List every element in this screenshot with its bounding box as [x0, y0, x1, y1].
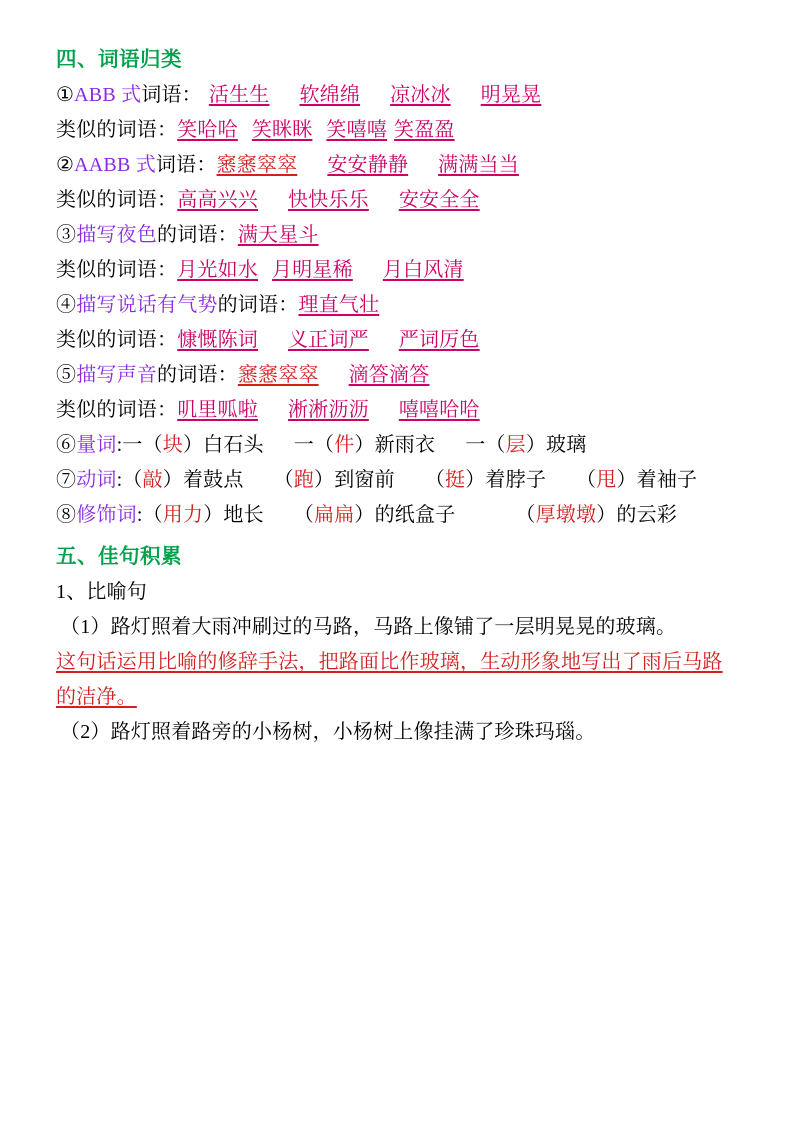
phrase-after: ）着脖子: [465, 469, 547, 491]
phrase-answer: 扁扁: [314, 504, 355, 526]
phrase-after: ）着袖子: [616, 469, 698, 491]
list-item-night: [56, 218, 737, 253]
list-item-measure-words: [56, 428, 737, 463]
item-label-plain: :: [116, 469, 123, 491]
item-label-plain: 的词语：: [157, 224, 238, 246]
term: 月明星稀: [272, 259, 353, 281]
term: 窸窸窣窣: [216, 154, 298, 176]
section-heading-5: 五、佳句积累: [56, 546, 182, 568]
example-sentence-2: （2）路灯照着路旁的小杨树，小杨树上像挂满了珍珠玛瑙。: [60, 721, 596, 743]
item-label-plain: 类似的词语：: [56, 119, 178, 141]
phrase-after: ）地长: [203, 504, 264, 526]
list-item-speech: [56, 288, 737, 323]
phrase-after: ）白石头: [182, 434, 264, 456]
item-label-plain: 类似的词语：: [56, 189, 178, 211]
list-item-aabb: [56, 148, 737, 183]
term: 安安全全: [398, 189, 480, 211]
phrase-answer: 层: [505, 434, 526, 456]
item-label-plain: 词语：: [141, 84, 202, 106]
item-marker: ⑧: [56, 504, 77, 526]
item-label-plain: 类似的词语：: [56, 259, 178, 281]
term: 快快乐乐: [288, 189, 369, 211]
term: 理直气壮: [298, 294, 380, 316]
term: 嘻嘻哈哈: [398, 399, 480, 421]
list-item-verbs: [56, 463, 737, 498]
list-item-aabb-similar: [56, 183, 737, 218]
item-label-plain: 类似的词语：: [56, 399, 178, 421]
term: 月光如水: [177, 259, 259, 281]
term: 满天星斗: [237, 224, 319, 246]
term: 软绵绵: [299, 84, 361, 106]
list-item-modifiers: [56, 498, 737, 533]
phrase-after: ）玻璃: [525, 434, 587, 456]
item-label-plain: :: [136, 504, 143, 526]
phrase-answer: 跑: [293, 469, 314, 491]
term: 笑盈盈: [394, 119, 455, 141]
phrase-before: （: [293, 504, 314, 526]
term: 月白风清: [382, 259, 464, 281]
item-label-plain: 的词语：: [157, 364, 238, 386]
item-label-plain: :: [116, 434, 123, 456]
term: 叽里呱啦: [177, 399, 259, 421]
term: 笑眯眯: [251, 119, 313, 141]
phrase-answer: 件: [334, 434, 355, 456]
term: 淅淅沥沥: [288, 399, 369, 421]
item-marker: ④: [56, 294, 77, 316]
phrase-answer: 甩: [596, 469, 617, 491]
item-marker: ③: [56, 224, 77, 246]
phrase-answer: 挺: [445, 469, 466, 491]
term: 窸窸窣窣: [237, 364, 319, 386]
phrase-before: 一（: [465, 434, 506, 456]
phrase-answer: 厚墩墩: [535, 504, 597, 526]
item-label-colored: 描写夜色: [76, 224, 158, 246]
phrase-after: ）的纸盒子: [354, 504, 456, 526]
item-label-colored: 动词: [76, 469, 117, 491]
item-label-colored: ABB 式: [74, 84, 142, 106]
term: 活生生: [208, 84, 270, 106]
term: 明晃晃: [480, 84, 542, 106]
subheading-simile: 1、比喻句: [56, 581, 147, 603]
phrase-before: （: [273, 469, 294, 491]
term: 安安静静: [327, 154, 409, 176]
item-label-plain: 词语：: [155, 154, 217, 176]
term: 慷慨陈词: [177, 329, 259, 351]
phrase-after: ）到窗前: [314, 469, 395, 491]
item-marker: ⑦: [56, 469, 77, 491]
item-marker: ②: [56, 154, 75, 176]
list-item-abb: [56, 78, 737, 113]
term: 滴答滴答: [348, 364, 430, 386]
item-label-plain: 类似的词语：: [56, 329, 178, 351]
phrase-answer: 敲: [142, 469, 163, 491]
phrase-after: ）的云彩: [596, 504, 678, 526]
list-item-sound-similar: [56, 393, 737, 428]
item-label-colored: 修饰词: [76, 504, 137, 526]
term: 笑哈哈: [177, 119, 238, 141]
item-marker: ①: [56, 84, 75, 106]
analysis-note-1: 这句话运用比喻的修辞手法，把路面比作玻璃，生动形象地写出了雨后马路的洁净。: [56, 651, 723, 708]
phrase-before: 一（: [122, 434, 163, 456]
item-label-colored: 描写说话有气势: [76, 294, 218, 316]
list-item-abb-similar: [56, 113, 737, 148]
term: 凉冰冰: [390, 84, 451, 106]
phrase-before: （: [515, 504, 536, 526]
phrase-before: 一（: [293, 434, 335, 456]
phrase-before: （: [424, 469, 446, 491]
phrase-after: ）新雨衣: [354, 434, 436, 456]
list-item-sound: [56, 358, 737, 393]
term: 严词厉色: [398, 329, 480, 351]
item-label-plain: 的词语：: [217, 294, 299, 316]
phrase-answer: 用力: [162, 504, 204, 526]
phrase-answer: 块: [162, 434, 183, 456]
term: 笑嘻嘻: [326, 119, 388, 141]
list-item-speech-similar: [56, 323, 737, 358]
phrase-before: （: [142, 504, 163, 526]
phrase-after: ）着鼓点: [162, 469, 244, 491]
term: 义正词严: [288, 329, 369, 351]
list-item-night-similar: [56, 253, 737, 288]
item-marker: ⑥: [56, 434, 77, 456]
item-label-colored: 描写声音: [76, 364, 158, 386]
item-label-colored: 量词: [76, 434, 117, 456]
term: 高高兴兴: [177, 189, 259, 211]
term: 满满当当: [438, 154, 519, 176]
phrase-before: （: [576, 469, 597, 491]
phrase-before: （: [122, 469, 143, 491]
item-label-colored: AABB 式: [74, 154, 156, 176]
section-heading-4: 四、词语归类: [56, 49, 182, 71]
item-marker: ⑤: [56, 364, 77, 386]
example-sentence-1: （1）路灯照着大雨冲刷过的马路，马路上像铺了一层明晃晃的玻璃。: [60, 616, 677, 638]
